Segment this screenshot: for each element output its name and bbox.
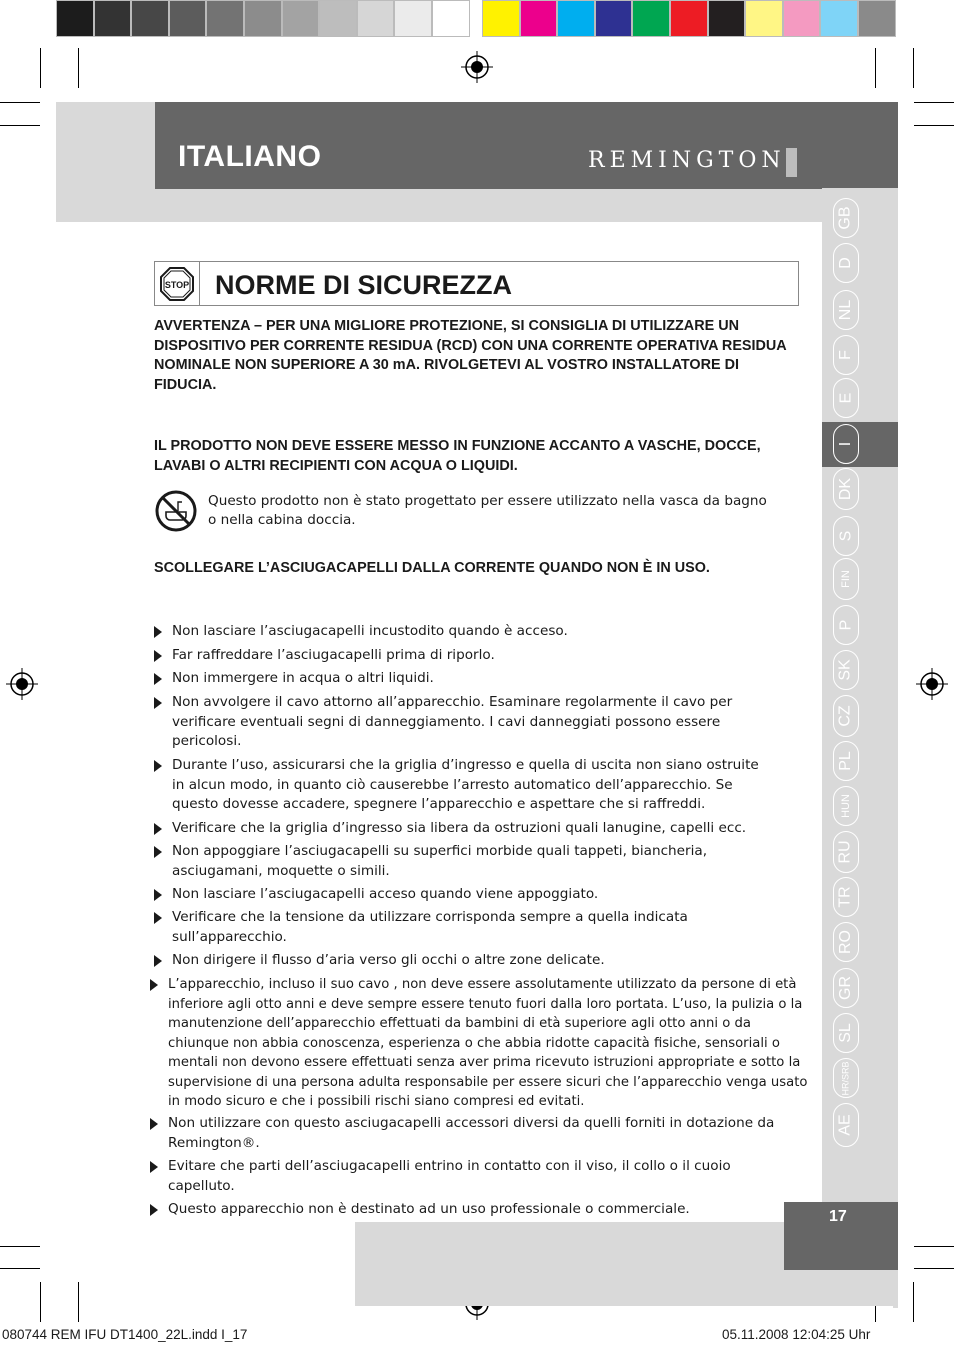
language-tab-label: GR <box>837 976 854 1000</box>
unplug-warning: SCOLLEGARE L’ASCIUGACAPELLI DALLA CORRENTE QUANDO NON È IN USO. <box>154 560 710 576</box>
list-item-text: Far raffreddare l’asciugacapelli prima di riporlo. <box>172 647 495 663</box>
crop-mark <box>0 102 40 103</box>
color-swatch <box>708 0 746 37</box>
language-tab-label: RO <box>837 930 854 954</box>
list-item-text: Non lasciare l’asciugacapelli acceso quando viene appoggiato. <box>172 886 599 902</box>
language-tab-nl[interactable] <box>833 290 859 330</box>
language-tab-label: GB <box>837 206 854 230</box>
language-tab-ro[interactable] <box>833 922 859 962</box>
list-item-text: Evitare che parti dell’asciugacapelli entrino in contatto con il viso, il collo o il cuoio capelluto. <box>168 1158 731 1194</box>
color-swatch <box>206 0 244 37</box>
language-tab-cz[interactable] <box>833 695 859 737</box>
color-swatch <box>520 0 558 37</box>
language-tab-fin[interactable] <box>833 558 859 600</box>
language-tab-pl[interactable] <box>833 741 859 781</box>
language-tab-gb[interactable] <box>833 198 859 238</box>
color-swatch <box>244 0 282 37</box>
language-tab-label: F <box>837 350 854 360</box>
language-tab-e[interactable] <box>833 378 859 418</box>
bullet-arrow-icon <box>154 912 162 924</box>
brand-bar <box>786 148 797 177</box>
color-swatch <box>745 0 783 37</box>
bullet-arrow-icon <box>150 979 158 991</box>
color-swatch <box>394 0 432 37</box>
page-number: 17 <box>829 1208 847 1225</box>
language-tab-p[interactable] <box>833 605 859 645</box>
list-item <box>150 1114 780 1153</box>
crop-mark <box>914 125 954 126</box>
list-item-text: Non immergere in acqua o altri liquidi. <box>172 670 434 686</box>
language-tab-label: DK <box>836 477 854 501</box>
list-item <box>150 975 815 1112</box>
language-tab-label: AE <box>837 1114 854 1136</box>
color-swatch <box>357 0 395 37</box>
crop-mark <box>40 48 41 88</box>
crop-mark <box>913 1282 914 1322</box>
crop-mark <box>78 1282 79 1322</box>
rcd-warning: AVVERTENZA – PER UNA MIGLIORE PROTEZIONE, SI CONSIGLIA DI UTILIZZARE UN DISPOSITIVO PER CORRENTE RESIDUA (RCD) CON UNA CORRENTE OPERATIVA RESIDUA NOMINALE NON SUPERIORE A 30 mA. RIVOLGETEVI AL VOSTRO INSTALLATORE DI FIDUCIA. <box>154 318 787 393</box>
language-tab-label: HUN <box>840 794 852 818</box>
bullet-arrow-icon <box>150 1118 158 1130</box>
list-item-text: Verificare che la tensione da utilizzare corrisponda sempre a quella indicata sull’apparecchio. <box>172 909 688 945</box>
language-tab-label: TR <box>836 886 854 908</box>
registration-mark-icon <box>6 668 38 700</box>
language-tab-column <box>822 188 898 1202</box>
stop-sign-cell <box>155 262 200 305</box>
language-tab-label: SK <box>837 659 854 681</box>
language-tab-f[interactable] <box>833 335 859 375</box>
list-item-text: Non lasciare l’asciugacapelli incustodito quando è acceso. <box>172 623 568 639</box>
list-item-text: L’apparecchio, incluso il suo cavo , non deve essere assolutamente utilizzato da persone di età inferiore agli otto anni e deve sempre essere tenuto fuori dalla loro portata. L’uso, la pulizia o la manutenzione dell’apparecchio effettuati da bambini di età superiore agli otto anni o da chiunque non abbia conoscenza, esperienza o che abbia ridotte capacità fisiche, sensoriali o mentali non devono essere effettuati senza aver prima ricevuto istruzioni appropriate e sotto la supervisione di una persona adulta responsabile per essere sicuri che l’apparecchio venga usato in modo sicuro e che i possibili rischi siano compresi ed evitati. <box>168 977 808 1109</box>
list-item-text: Non appoggiare l’asciugacapelli su superfici morbide quali tappeti, biancheria, asciugamani, moquette o simili. <box>172 843 708 879</box>
list-item <box>154 908 714 947</box>
language-tab-sl[interactable] <box>833 1013 859 1053</box>
list-item-text: Non dirigere il flusso d’aria verso gli occhi o altre zone delicate. <box>172 952 605 968</box>
list-item <box>150 1157 750 1196</box>
bullet-arrow-icon <box>154 760 162 772</box>
language-tab-ae[interactable] <box>833 1103 859 1147</box>
color-swatch <box>595 0 633 37</box>
color-swatch <box>820 0 858 37</box>
language-tab-label: D <box>837 257 854 269</box>
bullet-arrow-icon <box>154 846 162 858</box>
list-item <box>154 693 739 752</box>
crop-mark <box>0 1268 40 1269</box>
language-tab-i[interactable] <box>833 424 859 464</box>
brand-logo: REMINGTON <box>588 148 786 173</box>
color-swatch-bar <box>482 0 896 39</box>
color-swatch <box>169 0 207 37</box>
color-swatch <box>432 0 470 37</box>
bullet-arrow-icon <box>154 697 162 709</box>
language-tab-sk[interactable] <box>833 650 859 690</box>
language-tab-hr-srb[interactable] <box>833 1058 859 1098</box>
section-header <box>154 261 799 306</box>
color-swatch <box>482 0 520 37</box>
language-tab-tr[interactable] <box>833 877 859 917</box>
crop-mark <box>914 1246 954 1247</box>
crop-mark <box>875 48 876 88</box>
crop-mark <box>0 125 40 126</box>
list-item <box>154 646 734 666</box>
list-item <box>154 885 729 905</box>
color-swatch <box>131 0 169 37</box>
bullet-arrow-icon <box>150 1161 158 1173</box>
water-warning: IL PRODOTTO NON DEVE ESSERE MESSO IN FUNZIONE ACCANTO A VASCHE, DOCCE, LAVABI O ALTRI RECIPIENTI CON ACQUA O LIQUIDI. <box>154 438 761 474</box>
bullet-arrow-icon <box>154 626 162 638</box>
language-tab-label: NL <box>836 299 854 321</box>
list-item <box>154 951 729 971</box>
list-item <box>154 622 734 642</box>
language-tab-hun[interactable] <box>833 786 859 826</box>
list-item-text: Non avvolgere il cavo attorno all’apparecchio. Esaminare regolarmente il cavo per verificare eventuali segni di danneggiamento. I cavi danneggiati possono essere pericolosi. <box>172 694 733 749</box>
language-tab-label: S <box>836 530 854 542</box>
registration-mark-icon <box>461 51 493 83</box>
side-edge <box>893 188 898 1308</box>
bullet-arrow-icon <box>154 673 162 685</box>
language-tab-gr[interactable] <box>833 968 859 1008</box>
language-tab-label: RU <box>836 840 854 864</box>
list-item <box>150 1200 750 1220</box>
bullet-arrow-icon <box>154 823 162 835</box>
language-tab-label: FIN <box>839 570 852 588</box>
language-tab-label: P <box>836 619 854 631</box>
language-tab-ru[interactable] <box>833 831 859 873</box>
crop-mark <box>78 48 79 88</box>
crop-mark <box>0 1246 40 1247</box>
bullet-arrow-icon <box>154 955 162 967</box>
language-tab-d[interactable] <box>833 243 859 283</box>
language-tab-label: I <box>836 441 854 447</box>
list-item-text: Questo apparecchio non è destinato ad un uso professionale o commerciale. <box>168 1201 690 1217</box>
bullet-arrow-icon <box>154 650 162 662</box>
color-swatch <box>56 0 94 37</box>
list-item <box>154 842 729 881</box>
crop-mark <box>913 48 914 88</box>
footer-timestamp: 05.11.2008 12:04:25 Uhr <box>722 1327 871 1342</box>
gray-swatch-bar <box>56 0 470 39</box>
color-swatch <box>858 0 896 37</box>
color-swatch <box>282 0 320 37</box>
language-tab-label: PL <box>836 751 854 771</box>
no-bath-icon <box>155 490 197 532</box>
stop-sign-icon <box>159 266 195 302</box>
language-tab-dk[interactable] <box>833 468 859 510</box>
color-swatch <box>783 0 821 37</box>
color-swatch <box>557 0 595 37</box>
footer-file-info: 080744 REM IFU DT1400_22L.indd I_17 <box>2 1327 248 1342</box>
list-item <box>154 756 769 815</box>
color-swatch <box>670 0 708 37</box>
bath-note: Questo prodotto non è stato progettato per essere utilizzato nella vasca da bagno o nella cabina doccia. <box>208 493 767 528</box>
list-item <box>154 819 769 839</box>
language-title: ITALIANO <box>178 140 322 173</box>
crop-mark <box>914 1268 954 1269</box>
stop-label: STOP <box>164 279 190 290</box>
language-tab-label: CZ <box>836 705 854 727</box>
language-tab-label: HR/SRB <box>840 1060 851 1096</box>
list-item <box>154 669 734 689</box>
language-tab-label: E <box>836 392 854 404</box>
language-tab-label: SL <box>836 1023 854 1043</box>
list-item-text: Durante l’uso, assicurarsi che la griglia d’ingresso e quella di uscita non siano ostruite in alcun modo, in quanto ciò causerebbe l’arresto automatico dell’apparecchio. Se questo dovesse accadere, spegnere l’apparecchio e aspettare che si raffreddi. <box>172 757 759 812</box>
language-tab-s[interactable] <box>833 516 859 556</box>
color-swatch <box>94 0 132 37</box>
bullet-arrow-icon <box>154 889 162 901</box>
bullet-arrow-icon <box>150 1204 158 1216</box>
registration-mark-icon <box>916 668 948 700</box>
color-swatch <box>319 0 357 37</box>
section-title: NORME DI SICUREZZA <box>215 270 512 300</box>
crop-mark <box>914 102 954 103</box>
list-item-text: Non utilizzare con questo asciugacapelli accessori diversi da quelli forniti in dotazione da Remington®. <box>168 1115 775 1151</box>
color-swatch <box>632 0 670 37</box>
list-item-text: Verificare che la griglia d’ingresso sia libera da ostruzioni quali lanugine, capelli ecc. <box>172 820 747 836</box>
crop-mark <box>40 1282 41 1322</box>
